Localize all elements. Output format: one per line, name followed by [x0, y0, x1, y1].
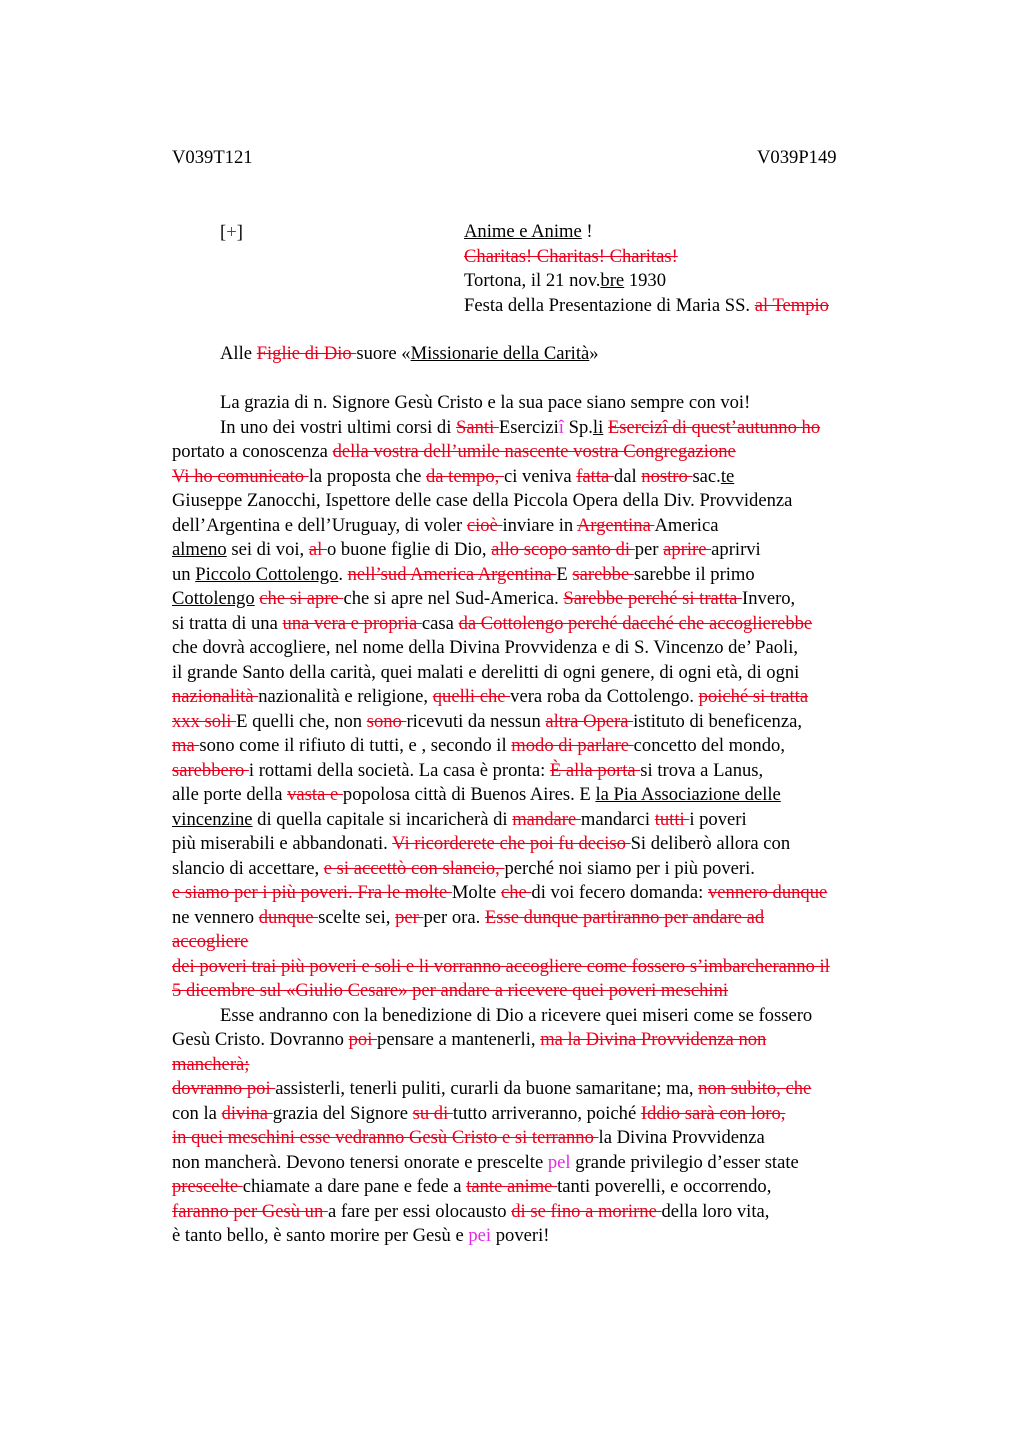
- deleted-text: Iddio sarà con loro,: [640, 1102, 786, 1124]
- deleted-text: modo di parlare: [511, 735, 634, 756]
- text-segment: è tanto bello, è santo morire per Gesù e: [172, 1225, 469, 1246]
- text-segment: poveri!: [491, 1225, 550, 1246]
- text-segment: della loro vita,: [661, 1200, 770, 1222]
- expand-toggle[interactable]: [+]: [220, 222, 243, 243]
- deleted-text: da Cottolengo perché dacché che accoglierebbe: [458, 612, 813, 634]
- body-line: [220, 416, 820, 441]
- deleted-text: per: [395, 906, 424, 928]
- deleted-text: vennero dunque: [707, 882, 828, 903]
- deleted-text: fatta: [576, 465, 614, 487]
- text-segment: In uno dei vostri ultimi corsi di: [220, 416, 457, 438]
- body-line: [172, 440, 736, 465]
- underlined-text: almeno: [172, 539, 227, 560]
- underlined-text: la Pia Associazione delle: [595, 784, 781, 805]
- body-line: [172, 930, 248, 955]
- text-segment: la proposta che: [308, 465, 426, 487]
- deleted-text: poiché si tratta: [698, 686, 809, 707]
- deleted-text: sarebbe: [572, 563, 634, 585]
- text-segment: per: [634, 539, 664, 560]
- text-segment: Sp.: [563, 416, 593, 438]
- text-segment: La grazia di n. Signore Gesù Cristo e la sua pace siano sempre con voi!: [220, 392, 751, 413]
- text-segment: Giuseppe Zanocchi, Ispettore delle case della Piccola Opera della Div. Provvidenza: [172, 490, 793, 511]
- underlined-text: Missionarie della Carità: [410, 343, 590, 364]
- inserted-mark: î: [558, 416, 564, 438]
- text-segment: perché noi siamo per i più poveri.: [504, 857, 755, 879]
- body-line: [172, 636, 798, 661]
- text-segment: il grande Santo della carità, quei malati e derelitti di ogni genere, di ogni età, di ogni: [172, 661, 800, 683]
- deleted-text: su di: [412, 1102, 453, 1124]
- text-segment: chiamate a dare pane e fede a: [242, 1176, 467, 1197]
- text-segment: tutto arriveranno, poiché: [452, 1102, 641, 1124]
- body-line: [172, 832, 790, 857]
- text-segment: vera roba da Cottolengo.: [510, 686, 699, 707]
- deleted-text: al Tempio: [754, 294, 829, 316]
- deleted-text: di se fino a morirne: [511, 1200, 662, 1222]
- text-segment: istituto di beneficenza,: [633, 710, 802, 732]
- deleted-text: sono: [366, 710, 407, 732]
- inserted-mark: pel: [547, 1151, 571, 1173]
- deleted-text: al: [308, 539, 327, 560]
- deleted-text: Charitas! Charitas! Charitas!: [464, 245, 678, 267]
- text-segment: Si deliberò allora con: [630, 833, 791, 854]
- deleted-text: una vera e propria: [282, 612, 422, 634]
- body-line: [172, 1175, 771, 1200]
- text-segment: per ora.: [423, 906, 485, 928]
- body-line: [172, 734, 785, 759]
- deleted-text: dei poveri trai più poveri e soli e li vorranno accogliere come fossero s’imbarcheranno il: [172, 955, 830, 977]
- body-line: [172, 783, 781, 808]
- body-line: [172, 514, 718, 539]
- underlined-text: li: [592, 416, 604, 438]
- deleted-text: in quei meschini esse vedranno Gesù Cristo e si terranno: [172, 1127, 599, 1148]
- text-segment: Invero,: [742, 588, 796, 609]
- text-segment: assisterli, tenerli puliti, curarli da buone samaritane; ma,: [275, 1078, 699, 1099]
- text-segment: grazia del Signore: [272, 1102, 413, 1124]
- deleted-text: Argentina: [576, 514, 655, 536]
- text-segment: Molte: [451, 882, 501, 903]
- deleted-text: aprire: [663, 539, 712, 560]
- text-segment: ricevuti da nessun: [406, 710, 546, 732]
- deleted-text: ma: [172, 735, 200, 756]
- text-segment: con la: [172, 1102, 222, 1124]
- text-segment: popolosa città di Buenos Aires. E: [342, 784, 596, 805]
- deleted-text: Sarebbe perché si tratta: [563, 588, 743, 609]
- text-segment: i poveri: [689, 808, 747, 830]
- deleted-text: Santi: [456, 416, 499, 438]
- text-segment: E: [556, 563, 573, 585]
- body-line: [172, 1053, 249, 1078]
- deleted-text: da tempo,: [425, 465, 504, 487]
- underlined-text: bre: [600, 270, 625, 291]
- text-segment: alle porte della: [172, 784, 288, 805]
- text-segment: sac.: [692, 465, 721, 487]
- body-line: [172, 612, 812, 637]
- deleted-text: e si accettò con slancio,: [323, 857, 505, 879]
- body-line: [172, 881, 827, 906]
- text-segment: dal: [613, 465, 642, 487]
- text-segment: America: [654, 514, 719, 536]
- heading-line: [464, 294, 829, 319]
- heading-line: [464, 269, 666, 294]
- inserted-mark: pei: [468, 1225, 492, 1246]
- text-segment: Festa della Presentazione di Maria SS.: [464, 294, 755, 316]
- text-segment: un: [172, 563, 196, 585]
- text-segment: o buone figlie di Dio,: [326, 539, 492, 560]
- text-segment: Alle: [220, 343, 257, 364]
- deleted-text: mandare: [512, 808, 581, 830]
- text-segment: sarebbe il primo: [633, 563, 755, 585]
- body-line: [172, 587, 795, 612]
- deleted-text: quelli che: [432, 686, 511, 707]
- text-segment: a fare per essi olocausto: [327, 1200, 512, 1222]
- underlined-text: te: [720, 465, 735, 487]
- text-segment: Esse andranno con la benedizione di Dio a ricevere quei miseri come se fossero: [220, 1004, 813, 1026]
- text-segment: più miserabili e abbandonati.: [172, 833, 393, 854]
- text-segment: »: [589, 343, 599, 364]
- text-segment: si tratta di una: [172, 612, 283, 634]
- deleted-text: È alla porta: [549, 759, 641, 781]
- text-segment: ne vennero: [172, 906, 259, 928]
- deleted-text: accogliere: [172, 931, 249, 952]
- deleted-text: 5 dicembre sul «Giulio Cesare» per andare a ricevere quei poveri meschini: [172, 980, 729, 1001]
- body-line: [172, 1102, 785, 1127]
- deleted-text: della vostra dell’umile nascente vostra Congregazione: [332, 441, 736, 462]
- text-segment: sei di voi,: [226, 539, 309, 560]
- body-line: [172, 1151, 799, 1176]
- document-code-right: V039P149: [757, 147, 837, 168]
- deleted-text: nostro: [641, 465, 693, 487]
- underlined-text: vincenzine: [172, 808, 253, 830]
- deleted-text: altra Opera: [545, 710, 634, 732]
- body-line: [172, 465, 734, 490]
- text-segment: E quelli che, non: [236, 710, 367, 732]
- body-line: [172, 710, 802, 735]
- text-segment: .: [338, 563, 348, 585]
- text-segment: pensare a mantenerli,: [377, 1029, 541, 1050]
- deleted-text: Vi ricorderete che poi fu deciso: [392, 833, 631, 854]
- text-segment: i rottami della società. La casa è pronta:: [248, 759, 550, 781]
- text-segment: slancio di accettare,: [172, 857, 324, 879]
- text-segment: Tortona, il 21 nov.: [464, 270, 601, 291]
- text-segment: di quella capitale si incaricherà di: [252, 808, 513, 830]
- deleted-text: prescelte: [172, 1176, 243, 1197]
- deleted-text: mancherà;: [172, 1053, 250, 1075]
- body-line: [172, 1077, 811, 1102]
- document-code-left: V039T121: [172, 147, 253, 168]
- deleted-text: e siamo per i più poveri. Fra le molte: [172, 882, 452, 903]
- text-segment: casa: [421, 612, 459, 634]
- text-segment: si trova a Lanus,: [640, 759, 764, 781]
- body-line: [220, 1004, 812, 1029]
- deleted-text: Esercizî di quest’autunno ho: [607, 416, 821, 438]
- deleted-text: nell’sud America Argentina: [347, 563, 557, 585]
- body-line: [172, 759, 763, 784]
- body-line: [172, 538, 761, 563]
- deleted-text: faranno per Gesù un: [172, 1200, 328, 1222]
- text-segment: suore «: [356, 343, 411, 364]
- text-segment: la Divina Provvidenza: [598, 1127, 765, 1148]
- text-segment: sono come il rifiuto di tutti, e , secondo il: [199, 735, 512, 756]
- text-segment: grande privilegio d’esser state: [570, 1151, 799, 1173]
- deleted-text: cioè: [466, 514, 503, 536]
- body-line: [172, 808, 747, 833]
- text-segment: che dovrà accogliere, nel nome della Divina Provvidenza e di S. Vincenzo de’ Paoli,: [172, 637, 799, 658]
- text-segment: nazionalità e religione,: [258, 686, 433, 707]
- body-line: [172, 563, 755, 588]
- text-segment: mandarci: [580, 808, 655, 830]
- deleted-text: non subito, che: [698, 1078, 812, 1099]
- deleted-text: divina: [221, 1102, 273, 1124]
- body-line: [172, 1224, 549, 1249]
- deleted-text: tutti: [654, 808, 690, 830]
- body-line: [172, 685, 808, 710]
- text-segment: inviare in: [502, 514, 577, 536]
- deleted-text: ma la Divina Provvidenza non: [540, 1029, 767, 1050]
- text-segment: 1930: [624, 270, 667, 291]
- deleted-text: Esse dunque partiranno per andare ad: [484, 906, 765, 928]
- text-segment: dell’Argentina e dell’Uruguay, di voler: [172, 514, 467, 536]
- plus-icon: +: [226, 222, 237, 243]
- underlined-text: Cottolengo: [172, 588, 255, 609]
- text-segment: tanti poverelli, e occorrendo,: [557, 1176, 772, 1197]
- body-line: [172, 661, 799, 686]
- heading-line: [464, 245, 678, 270]
- deleted-text: xxx soli: [172, 710, 237, 732]
- text-segment: scelte sei,: [318, 906, 396, 928]
- text-segment: di voi fecero domanda:: [531, 882, 708, 903]
- text-segment: concetto del mondo,: [633, 735, 785, 756]
- deleted-text: Vi ho comunicato: [172, 465, 309, 487]
- deleted-text: Figlie di Dio: [256, 343, 357, 364]
- text-segment: portato a conoscenza: [172, 441, 333, 462]
- body-line: [172, 906, 764, 931]
- text-segment: ci veniva: [503, 465, 577, 487]
- body-line: [172, 955, 830, 980]
- deleted-text: poi: [348, 1029, 378, 1050]
- underlined-text: Piccolo Cottolengo: [195, 563, 339, 585]
- text-segment: Esercizi: [498, 416, 559, 438]
- salutation-line: [220, 342, 599, 367]
- deleted-text: nazionalità: [172, 686, 259, 707]
- deleted-text: vasta e: [287, 784, 343, 805]
- body-line: [172, 1200, 769, 1225]
- underlined-text: Anime e Anime: [464, 221, 582, 242]
- deleted-text: allo scopo santo di: [491, 539, 635, 560]
- heading-line: [464, 220, 593, 245]
- deleted-text: dovranno poi: [172, 1078, 276, 1099]
- text-segment: non mancherà. Devono tenersi onorate e prescelte: [172, 1151, 548, 1173]
- text-segment: aprirvi: [711, 539, 761, 560]
- text-segment: !: [581, 221, 593, 242]
- body-line: [172, 979, 728, 1004]
- deleted-text: sarebbero: [172, 759, 249, 781]
- deleted-text: che: [500, 882, 532, 903]
- body-line: [172, 489, 792, 514]
- deleted-text: che si apre: [259, 588, 344, 609]
- body-line: [172, 1126, 765, 1151]
- body-line: [220, 391, 750, 416]
- body-line: [172, 857, 755, 882]
- deleted-text: tante anime: [466, 1176, 558, 1197]
- body-line: [172, 1028, 766, 1053]
- text-segment: che si apre nel Sud-America.: [343, 588, 564, 609]
- text-segment: Gesù Cristo. Dovranno: [172, 1029, 349, 1050]
- deleted-text: dunque: [258, 906, 319, 928]
